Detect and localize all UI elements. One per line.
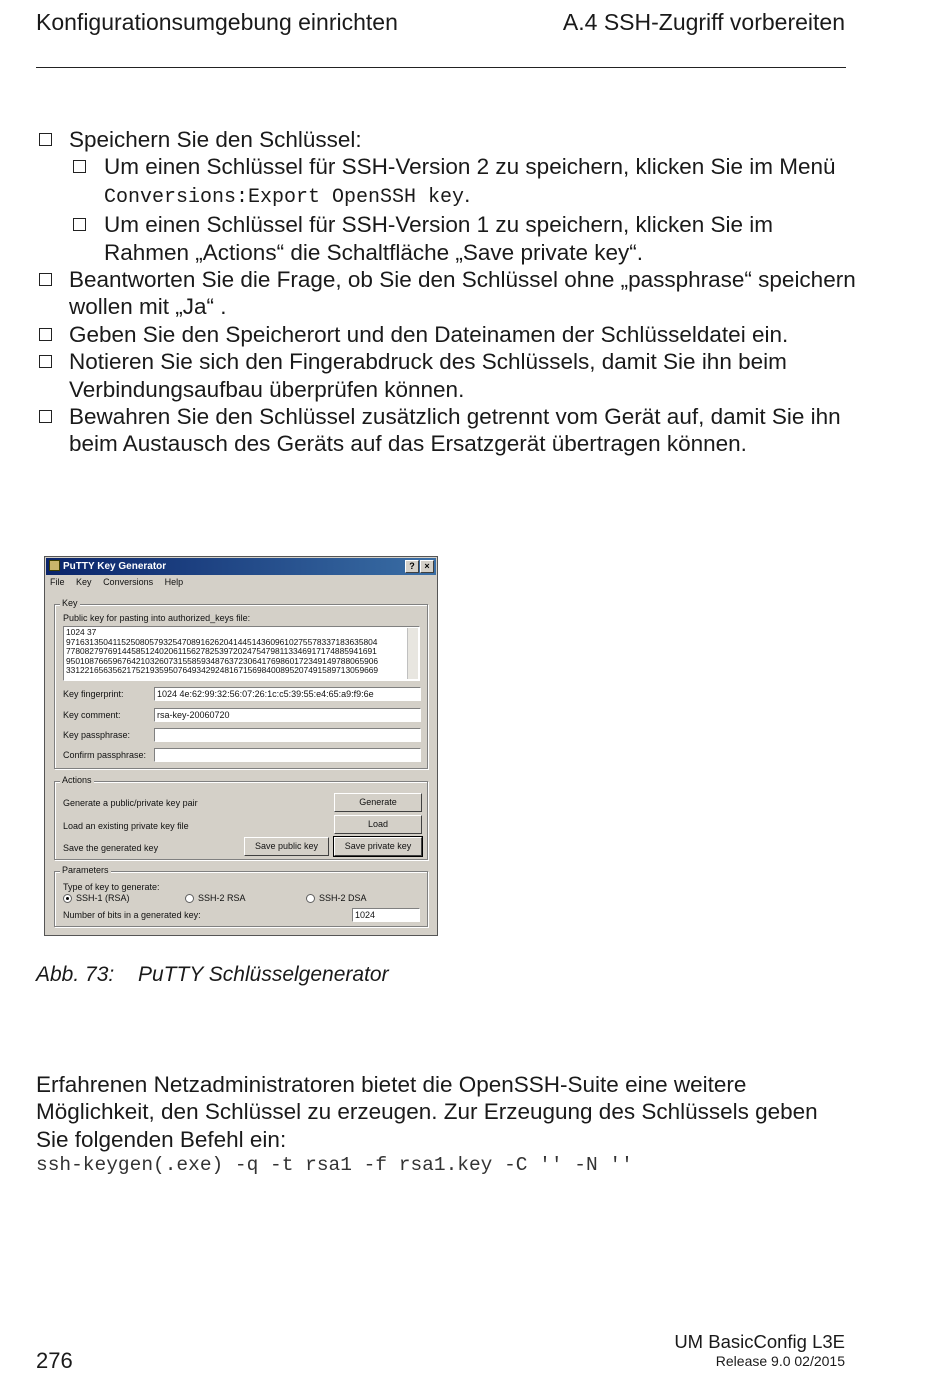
menu-conversions[interactable]: Conversions: [103, 577, 154, 587]
radio-ssh1[interactable]: [63, 894, 72, 903]
close-button[interactable]: ×: [420, 560, 434, 573]
comment-field[interactable]: rsa-key-20060720: [154, 708, 421, 722]
radio-ssh2-rsa-label: SSH-2 RSA: [198, 893, 246, 903]
generate-button[interactable]: Generate: [334, 793, 422, 812]
fingerprint-label: Key fingerprint:: [63, 689, 124, 699]
save-description: Save the generated key: [63, 843, 159, 853]
key-group: [54, 598, 428, 769]
menu-path-code: Conversions:Export OpenSSH key: [104, 185, 465, 209]
step-subitem: Um einen Schlüssel für SSH-Version 2 zu speichern, klicken Sie im Menü Conversions:Export OpenSSH key.: [36, 153, 856, 211]
checkbox-icon: [39, 355, 52, 368]
header-right: A.4 SSH-Zugriff vorbereiten: [562, 9, 845, 35]
public-key-textarea[interactable]: 1024 37 9716313504115250805793254708916262041445143609610275578337183635804 7780827976914458512402061156278253972024754798113346917174885941691 9501087665967642103260731558593487637230641769860172349149788065906 3312216563562175219359507649342924816715698400895207491589713059669: [63, 626, 420, 681]
header-rule: [36, 67, 846, 68]
putty-app-icon: [49, 560, 60, 571]
key-group-label: Key: [62, 598, 78, 608]
load-description: Load an existing private key file: [63, 821, 189, 831]
body-paragraph: Erfahrenen Netzadministratoren bietet die OpenSSH-Suite eine weitere Möglichkeit, den Schlüssel zu erzeugen. Zur Erzeugung des Schlüssels geben Sie folgenden Befehl ein:: [36, 1072, 818, 1152]
footer-doc-title: UM BasicConfig L3E: [674, 1331, 845, 1352]
step-item: Bewahren Sie den Schlüssel zusätzlich getrennt vom Gerät auf, damit Sie ihn beim Austausch des Geräts auf das Ersatzgerät übertragen können.: [36, 403, 856, 458]
step-item: Geben Sie den Speicherort und den Dateinamen der Schlüsseldatei ein.: [36, 321, 856, 348]
public-key-label: Public key for pasting into authorized_keys file:: [63, 613, 251, 623]
confirm-passphrase-label: Confirm passphrase:: [63, 750, 147, 760]
footer-release: Release 9.0 02/2015: [715, 1353, 845, 1369]
footer-info: [674, 1331, 845, 1370]
step-subitem: Um einen Schlüssel für SSH-Version 1 zu speichern, klicken Sie im Rahmen „Actions“ die Schaltfläche „Save private key“.: [36, 211, 856, 266]
menu-bar: [50, 577, 192, 587]
radio-ssh2-dsa[interactable]: [306, 894, 315, 903]
public-key-scrollbar[interactable]: [407, 628, 418, 679]
checkbox-icon: [39, 133, 52, 146]
step-item: Speichern Sie den Schlüssel:: [36, 126, 856, 153]
menu-file[interactable]: File: [50, 577, 65, 587]
step-item: Beantworten Sie die Frage, ob Sie den Schlüssel ohne „passphrase“ speichern wollen mit „Ja“ .: [36, 266, 856, 321]
actions-group-label: Actions: [62, 775, 92, 785]
checkbox-icon: [73, 218, 86, 231]
save-public-key-button[interactable]: Save public key: [244, 837, 329, 856]
figure-caption: [36, 962, 389, 988]
menu-key[interactable]: Key: [76, 577, 92, 587]
radio-ssh2-dsa-label: SSH-2 DSA: [319, 893, 367, 903]
confirm-passphrase-field[interactable]: [154, 748, 421, 762]
radio-ssh2-rsa[interactable]: [185, 894, 194, 903]
checkbox-icon: [73, 160, 86, 173]
passphrase-label: Key passphrase:: [63, 730, 131, 740]
page-number: 276: [36, 1348, 73, 1373]
parameters-group-label: Parameters: [62, 865, 109, 875]
figure-number: Abb. 73:: [36, 963, 115, 986]
figure-title: PuTTY Schlüsselgenerator: [138, 963, 389, 986]
comment-label: Key comment:: [63, 710, 121, 720]
title-bar: [46, 558, 436, 575]
actions-group: [54, 775, 428, 860]
header-left: Konfigurationsumgebung einrichten: [36, 9, 398, 35]
step-item: Notieren Sie sich den Fingerabdruck des Schlüssels, damit Sie ihn beim Verbindungsaufbau überprüfen können.: [36, 348, 856, 403]
parameters-group: [54, 865, 428, 927]
radio-ssh1-label: SSH-1 (RSA): [76, 893, 130, 903]
generate-description: Generate a public/private key pair: [63, 798, 198, 808]
passphrase-field[interactable]: [154, 728, 421, 742]
fingerprint-field[interactable]: 1024 4e:62:99:32:56:07:26:1c:c5:39:55:e4:65:a9:f9:6e: [154, 687, 421, 701]
checkbox-icon: [39, 273, 52, 286]
command-line: ssh-keygen(.exe) -q -t rsa1 -f rsa1.key -C '' -N '': [36, 1154, 633, 1176]
help-button[interactable]: ?: [405, 560, 419, 573]
key-type-label: Type of key to generate:: [63, 882, 160, 892]
bits-label: Number of bits in a generated key:: [63, 910, 201, 920]
checkbox-icon: [39, 410, 52, 423]
window-title: PuTTY Key Generator: [63, 561, 167, 572]
step-list: [36, 126, 856, 458]
checkbox-icon: [39, 328, 52, 341]
load-button[interactable]: Load: [334, 815, 422, 834]
menu-help[interactable]: Help: [164, 577, 184, 587]
putty-window: [44, 556, 438, 936]
save-private-key-button[interactable]: Save private key: [334, 837, 422, 856]
bits-field[interactable]: 1024: [352, 908, 420, 922]
